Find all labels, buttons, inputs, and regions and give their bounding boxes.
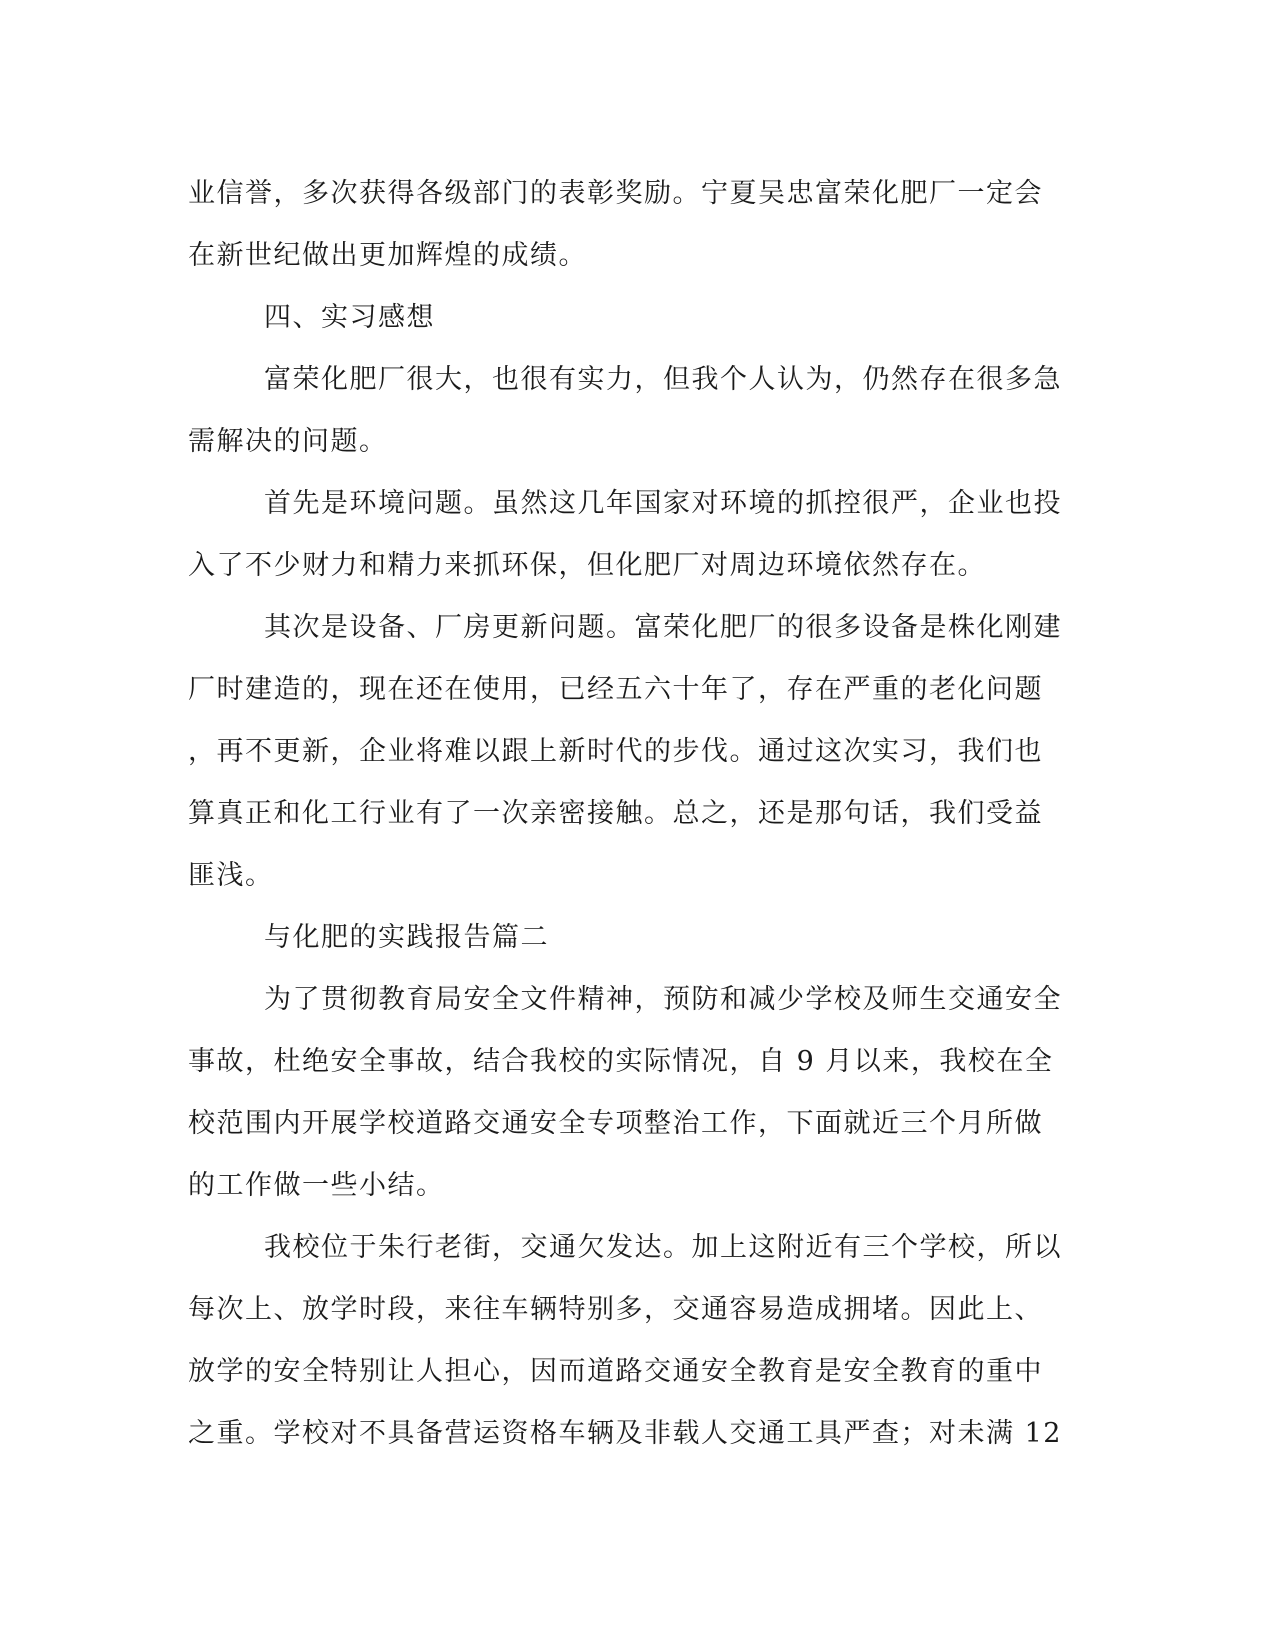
text-line: 业信誉，多次获得各级部门的表彰奖励。宁夏吴忠富荣化肥厂一定会 xyxy=(188,178,1043,209)
text-line: 校范围内开展学校道路交通安全专项整治工作，下面就近三个月所做 xyxy=(188,1108,1043,1139)
text-line: 入了不少财力和精力来抓环保，但化肥厂对周边环境依然存在。 xyxy=(188,550,986,581)
text-line: 的工作做一些小结。 xyxy=(188,1170,445,1201)
text-line: 放学的安全特别让人担心，因而道路交通安全教育是安全教育的重中 xyxy=(188,1356,1043,1387)
text-line: 在新世纪做出更加辉煌的成绩。 xyxy=(188,240,587,271)
text-line: 厂时建造的，现在还在使用，已经五六十年了，存在严重的老化问题 xyxy=(188,674,1043,705)
section-heading: 四、实习感想 xyxy=(264,302,435,333)
text-line: ，再不更新，企业将难以跟上新时代的步伐。通过这次实习，我们也 xyxy=(188,736,1043,767)
text-line: 每次上、放学时段，来往车辆特别多，交通容易造成拥堵。因此上、 xyxy=(188,1294,1043,1325)
text-line: 事故，杜绝安全事故，结合我校的实际情况，自 9 月以来，我校在全 xyxy=(188,1046,1054,1077)
text-line: 为了贯彻教育局安全文件精神，预防和减少学校及师生交通安全 xyxy=(264,984,1062,1015)
text-line: 富荣化肥厂很大，也很有实力，但我个人认为，仍然存在很多急 xyxy=(264,364,1062,395)
section-heading: 与化肥的实践报告篇二 xyxy=(264,922,549,953)
text-line: 我校位于朱行老街，交通欠发达。加上这附近有三个学校，所以 xyxy=(264,1232,1062,1263)
text-line: 其次是设备、厂房更新问题。富荣化肥厂的很多设备是株化刚建 xyxy=(264,612,1062,643)
text-line: 算真正和化工行业有了一次亲密接触。总之，还是那句话，我们受益 xyxy=(188,798,1043,829)
text-line: 需解决的问题。 xyxy=(188,426,388,457)
text-line: 首先是环境问题。虽然这几年国家对环境的抓控很严，企业也投 xyxy=(264,488,1062,519)
body-text xyxy=(188,163,1088,1465)
text-line: 匪浅。 xyxy=(188,860,274,891)
text-line: 之重。学校对不具备营运资格车辆及非载人交通工具严查；对未满 12 xyxy=(188,1418,1062,1449)
